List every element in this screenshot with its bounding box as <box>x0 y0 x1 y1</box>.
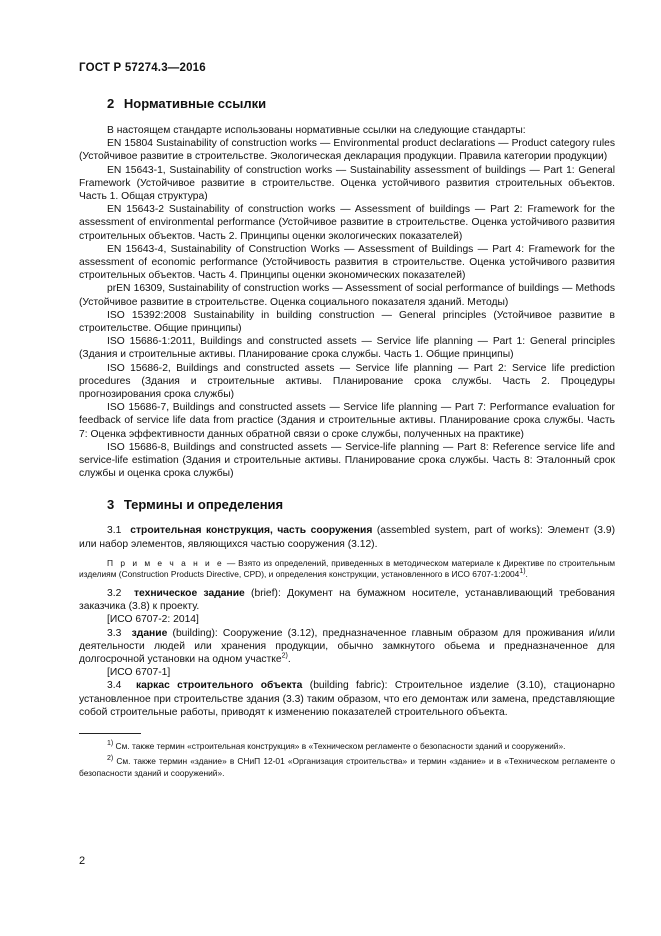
term-3-4-number: 3.4 <box>107 680 122 692</box>
term-3-2-source: [ИСО 6707-2: 2014] <box>107 614 199 626</box>
reference-en-15643-4: EN 15643-4, Sustainability of Construction Works — Assessment of Buildings — Part 4: Framework for the assessment of economic performance (Устойчивость развития в строительстве. Оценка устойчивого развития строительных объектов. Часть 4. Принципы оценки экономических показателей) <box>79 243 615 282</box>
page-number: 2 <box>79 855 86 867</box>
footnote-2-mark: 2) <box>107 755 114 763</box>
term-3-1-number: 3.1 <box>107 525 122 537</box>
section-2-title: Нормативные ссылки <box>123 96 267 111</box>
term-3-2-definition: (brief): Документ на бумажном носителе, устанавливающий требования заказчика (3.8) к проекту. <box>79 587 615 613</box>
reference-en-15643-2: EN 15643-2 Sustainability of construction works — Assessment of buildings — Part 2: Framework for the assessment of environmental performance (Устойчивое развитие в строительстве. Оценка устойчивого развития строительных объектов. Часть 2. Принципы оценки экологических показателей) <box>79 204 615 242</box>
term-3-4-name: каркас строительного объекта <box>136 680 303 692</box>
reference-en-15643-1: EN 15643-1, Sustainability of construction works — Sustainability assessment of buildings — Part 1: General Framework (Устойчивое развитие в строительстве. Оценка устойчивого развития строительных объектов. Часть 1. Общая структура) <box>79 164 615 203</box>
term-3-1-name: строительная конструкция, часть сооружения <box>130 525 373 537</box>
term-3-3-name: здание <box>131 627 168 639</box>
reference-iso-15686-2: ISO 15686-2, Buildings and constructed assets — Service life planning — Part 2: Service life prediction procedures (Здания и строительные активы. Планирование срока службы. Часть 2. Процедуры прогнозирования срока службы) <box>79 362 615 401</box>
note-label: П р и м е ч а н и е <box>107 557 224 568</box>
footnote-2 <box>79 755 615 779</box>
note-end: . <box>525 569 528 580</box>
term-3-3-end: . <box>287 653 291 665</box>
reference-iso-15686-1: ISO 15686-1:2011, Buildings and constructed assets — Service life planning — Part 1: General principles (Здания и строительные активы. Планирование срока службы. Часть 1. Общие принципы) <box>79 336 615 361</box>
term-3-4-definition: (building fabric): Строительное изделие (3.10), стационарно установленное при строительстве здания (3.3) таким образом, что его демонтаж или замена, представляющие собой строительные работы, приводят к изменению показателей строительного объекта. <box>79 680 615 718</box>
term-3-4 <box>79 679 615 719</box>
section-3-heading <box>107 497 615 512</box>
term-3-3-source: [ИСО 6707-1] <box>107 667 171 679</box>
term-3-3-number: 3.3 <box>107 627 122 639</box>
note-footnote-mark: 1) <box>519 568 526 576</box>
note-text: — Взято из определений, приведенных в методическом материале к Директиве по строительным изделиям (Construction Products Directive, CPD), и определения конструкции, установленного в ИСО 6707-1:2004 <box>79 557 615 580</box>
term-3-1-definition: (assembled system, part of works): Элемент (3.9) или набор элементов, являющихся частью сооружения (3.12). <box>79 525 615 550</box>
footnote-divider <box>79 733 141 734</box>
section-2-heading <box>107 96 615 111</box>
reference-pren-16309: prEN 16309, Sustainability of construction works — Assessment of social performance of buildings — Methods (Устойчивое развитие в строительстве. Оценка социального показателя зданий. Методы) <box>79 283 615 308</box>
section-3-title: Термины и определения <box>123 497 284 513</box>
term-3-1-note <box>79 558 615 581</box>
term-3-3 <box>79 627 615 667</box>
term-3-1 <box>79 524 615 550</box>
term-3-2-number: 3.2 <box>107 587 122 599</box>
footnote-1 <box>79 740 615 752</box>
reference-iso-15392: ISO 15392:2008 Sustainability in building construction — General principles (Устойчивое развитие в строительстве. Общие принципы) <box>79 309 615 335</box>
term-3-3-definition: (building): Сооружение (3.12), предназначенное главным образом для проживания и/или деятельности людей или хранения продукции, обычно замкнутого обьема и предназначенное для долгосрочной установки на одном участке <box>79 627 615 665</box>
footnote-2-text: См. также термин «здание» в СНиП 12-01 «Организация строительства» и термин «здание» и в «Техническом регламенте о безопасности зданий и сооружений». <box>79 755 615 778</box>
section-2-intro: В настоящем стандарте использованы нормативные ссылки на следующие стандарты: <box>107 125 526 136</box>
section-2-number: 2 <box>107 96 115 111</box>
footnote-1-mark: 1) <box>107 740 114 748</box>
term-3-3-footnote-mark: 2) <box>281 652 288 660</box>
term-3-2-name: техническое задание <box>133 587 245 599</box>
term-3-2 <box>79 587 615 613</box>
footnote-1-text: См. также термин «строительная конструкция» в «Техническом регламенте о безопасности зданий и сооружений». <box>113 740 566 751</box>
reference-iso-15686-8: ISO 15686-8, Buildings and constructed assets — Service-life planning — Part 8: Reference service life and service-life estimation (Здания и строительные активы. Планирование срока службы. Часть 8: Эталонный срок службы и оценка срока службы) <box>79 441 615 480</box>
section-3-number: 3 <box>107 497 115 513</box>
reference-iso-15686-7: ISO 15686-7, Buildings and constructed assets — Service life planning — Part 7: Performance evaluation for feedback of service life data from practice (Здания и строительные активы. Планирование срока службы. Часть 7: Оценка эффективности данных обратной связи о сроке службы, полученных на практике) <box>79 402 615 440</box>
standard-header: ГОСТ Р 57274.3—2016 <box>79 62 206 74</box>
reference-en-15804: EN 15804 Sustainability of construction works — Environmental product declarations — Product category rules (Устойчивое развитие в строительстве. Экологическая декларация продукции. Правила категории продукции) <box>79 138 615 163</box>
